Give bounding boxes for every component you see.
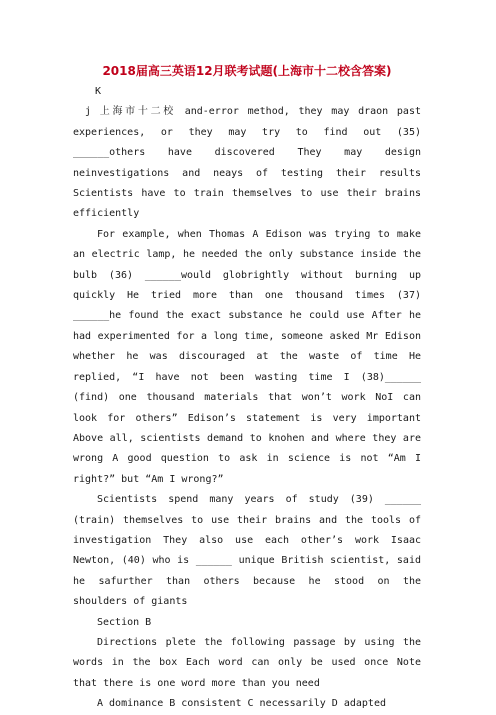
section-heading-b: Section B (97, 616, 152, 628)
word-box-options: A dominance B consistent C necessarily D adapted (97, 698, 386, 710)
paragraph-years-of-study: Scientists spend many years of study (39) ______ (train) themselves to use their brains and the tools of investigation They also use each other’s work Isaac Newton, (40) who is ______ unique British scientist, said he safurther than others because he stood on the shoulders of giants (73, 494, 421, 608)
paragraph-scientists-methods: j 上海市十二校 and-error method, they may draon past experiences, or they may try to find out (35) ______others have discovered They may design neinvestigations and neays of testing their results Scientists have to train themselves to use their brains efficiently (73, 106, 421, 220)
document-page (73, 62, 421, 715)
paragraph-directions: Directions plete the following passage by using the words in the box Each word can only be used once Note that there is one word more than you need (73, 636, 421, 689)
paragraph-fragment-k: K (95, 86, 102, 97)
document-title: 2018届高三英语12月联考试题(上海市十二校含答案) (102, 64, 392, 78)
paragraph-edison-example: For example, when Thomas A Edison was trying to make an electric lamp, he needed the only substance inside the bulb (36) ______would globrightly without burning up quickly He tried more than one thousand times (37) ______he found the exact substance he could use After he had experimented for a long time, someone asked Mr Edison whether he was discouraged at the waste of time He replied, “I have not been wasting time I (38)______ (find) one thousand materials that won’t work NoI can look for others” Edison’s statement is very important Above all, scientists demand to knohen and where they are wrong A good question to ask in science is not “Am I right?” but “Am I wrong?” (73, 228, 421, 485)
